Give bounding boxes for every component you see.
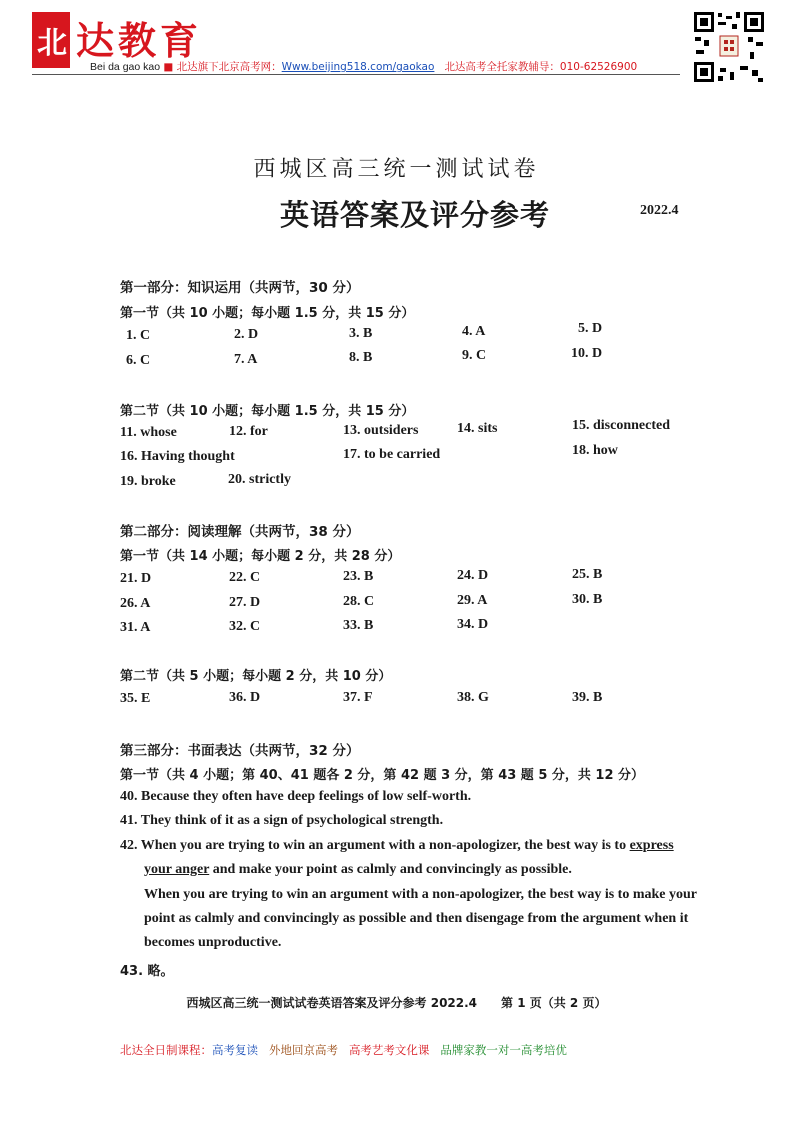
answer-42-alt-line2: point as calmly and convincingly as possible and then disengage from the argument when it <box>144 911 689 926</box>
answer-item: 8. B <box>349 350 373 365</box>
answer-item: 30. B <box>572 592 603 607</box>
qr-code-icon <box>692 10 766 84</box>
answer-item: 29. A <box>457 593 488 608</box>
part3-heading: 第三部分：书面表达（共两节，32 分） <box>120 743 360 759</box>
answer-item: 15. disconnected <box>572 418 670 433</box>
answer-item: 34. D <box>457 617 489 632</box>
part1-heading: 第一部分：知识运用（共两节，30 分） <box>120 280 360 296</box>
answer-item: 17. to be carried <box>343 447 441 462</box>
promo-item[interactable]: 品牌家教一对一高考培优 <box>440 1043 567 1057</box>
answer-item: 16. Having thought <box>120 449 235 464</box>
answer-item: 2. D <box>234 327 259 342</box>
answer-item: 32. C <box>229 619 261 634</box>
promo-item[interactable]: 高考艺考文化课 <box>348 1043 430 1057</box>
answer-item: 37. F <box>343 690 373 705</box>
answer-item: 6. C <box>126 353 151 368</box>
answer-item: 24. D <box>457 568 489 583</box>
answer-title: 英语答案及评分参考 <box>280 198 551 232</box>
site-link[interactable]: Www.beijing518.com/gaokao <box>281 61 435 73</box>
answer-item: 25. B <box>572 567 603 582</box>
page-footer: 西城区高三统一测试试卷英语答案及评分参考 2022.4 第 1 页（共 2 页） <box>186 996 607 1010</box>
tutor-label: 北达高考全托家教辅导：010-62526900 <box>444 61 638 73</box>
answer-item: 4. A <box>462 324 486 339</box>
answer-item: 31. A <box>120 620 151 635</box>
answer-43: 43. 略。 <box>120 964 174 979</box>
part1-section1-heading: 第一节（共 10 小题；每小题 1.5 分，共 15 分） <box>120 306 415 321</box>
logo-text: 达教育 <box>76 19 203 63</box>
square-icon: ■ <box>163 61 174 73</box>
answer-item: 3. B <box>349 326 373 341</box>
part3-section1-heading: 第一节（共 4 小题；第 40、41 题各 2 分，第 42 题 3 分，第 43 题 5 分，共 12 分） <box>120 768 645 783</box>
answer-item: 14. sits <box>457 421 498 436</box>
answer-item: 7. A <box>234 352 258 367</box>
answer-item: 26. A <box>120 596 151 611</box>
answer-item: 27. D <box>229 595 261 610</box>
answer-item: 12. for <box>229 424 268 439</box>
answer-item: 13. outsiders <box>343 423 419 438</box>
site-label: 北达旗下北京高考网： <box>176 61 282 73</box>
part2-section1-heading: 第一节（共 14 小题；每小题 2 分，共 28 分） <box>120 549 401 564</box>
part2-heading: 第二部分：阅读理解（共两节，38 分） <box>120 524 360 540</box>
answer-item: 20. strictly <box>228 472 291 487</box>
part1-section2-heading: 第二节（共 10 小题；每小题 1.5 分，共 15 分） <box>120 404 415 419</box>
header-info <box>90 59 637 74</box>
answer-item: 18. how <box>572 443 618 458</box>
promo-bar <box>120 1042 567 1058</box>
answer-item: 22. C <box>229 570 261 585</box>
answer-42-text: 42. When you are trying to win an argument with a non-apologizer, the best way is to <box>120 838 630 853</box>
answer-41: 41. They think of it as a sign of psychological strength. <box>120 813 444 828</box>
answer-42-alt-line3b: becomes unproductive. <box>144 935 282 950</box>
pinyin: Bei da gao kao <box>90 61 161 73</box>
answer-item: 11. whose <box>120 425 177 440</box>
answer-item: 1. C <box>126 328 151 343</box>
answer-item: 5. D <box>578 321 603 336</box>
answer-item: 23. B <box>343 569 374 584</box>
promo-item[interactable]: 外地回京高考 <box>268 1043 338 1057</box>
answer-item: 38. G <box>457 690 489 705</box>
answer-item: 21. D <box>120 571 152 586</box>
promo-item[interactable]: 高考复读 <box>212 1043 258 1057</box>
answer-item: 9. C <box>462 348 487 363</box>
underlined-phrase: your anger <box>144 862 210 877</box>
answer-item: 36. D <box>229 690 261 705</box>
answer-item: 19. broke <box>120 474 176 489</box>
answer-42-alt-line1: When you are trying to win an argument with a non-apologizer, the best way is to make your <box>144 887 698 902</box>
answer-item: 28. C <box>343 594 375 609</box>
answer-42-text: and make your point as calmly and convincingly as possible. <box>209 862 572 877</box>
answer-42-line1 <box>120 838 674 854</box>
answer-item: 35. E <box>120 691 151 706</box>
answer-item: 10. D <box>571 346 603 361</box>
exam-title: 西城区高三统一测试试卷 <box>253 157 540 182</box>
exam-date: 2022.4 <box>640 203 679 218</box>
answer-item: 33. B <box>343 618 374 633</box>
answer-42-line2 <box>144 862 572 878</box>
answer-40: 40. Because they often have deep feelings of low self-worth. <box>120 789 472 804</box>
header-divider <box>32 74 680 75</box>
answer-item: 39. B <box>572 690 603 705</box>
part2-section2-heading: 第二节（共 5 小题；每小题 2 分，共 10 分） <box>120 669 392 684</box>
promo-label: 北达全日制课程： <box>120 1043 212 1057</box>
underlined-phrase: express <box>629 838 674 853</box>
logo-mark: 北 <box>32 12 70 68</box>
